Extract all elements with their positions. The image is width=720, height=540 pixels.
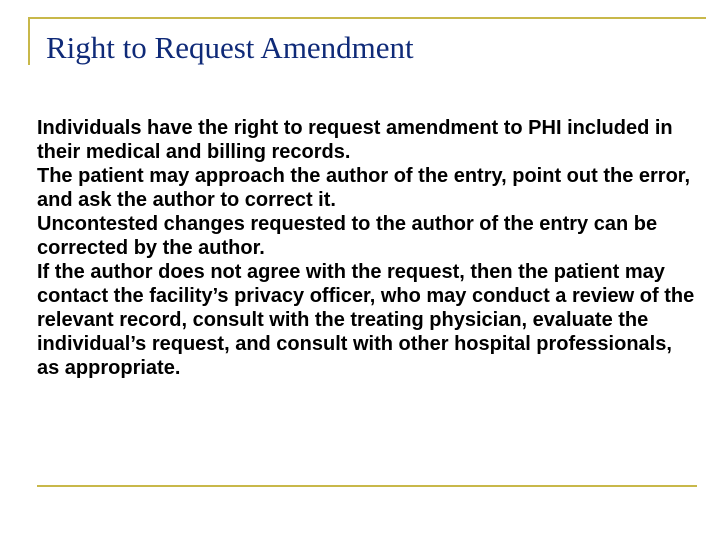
paragraph-privacy-officer: If the author does not agree with the request, then the patient may contact the facility’s privacy officer, who may conduct a review of the relevant record, consult with the treating physician, evaluate the individual’s request, and consult with other hospital professionals, as appropriate.	[37, 261, 695, 379]
left-accent-line	[28, 17, 30, 65]
slide-title: Right to Request Amendment	[46, 30, 414, 65]
slide-body	[37, 116, 697, 380]
paragraph-right-to-amend: Individuals have the right to request amendment to PHI included in their medical and billing records.	[37, 117, 673, 163]
paragraph-uncontested-changes: Uncontested changes requested to the author of the entry can be corrected by the author.	[37, 213, 658, 259]
top-divider-line	[28, 17, 706, 19]
bottom-divider-line	[37, 485, 697, 487]
paragraph-approach-author: The patient may approach the author of the entry, point out the error, and ask the author to correct it.	[37, 165, 691, 211]
